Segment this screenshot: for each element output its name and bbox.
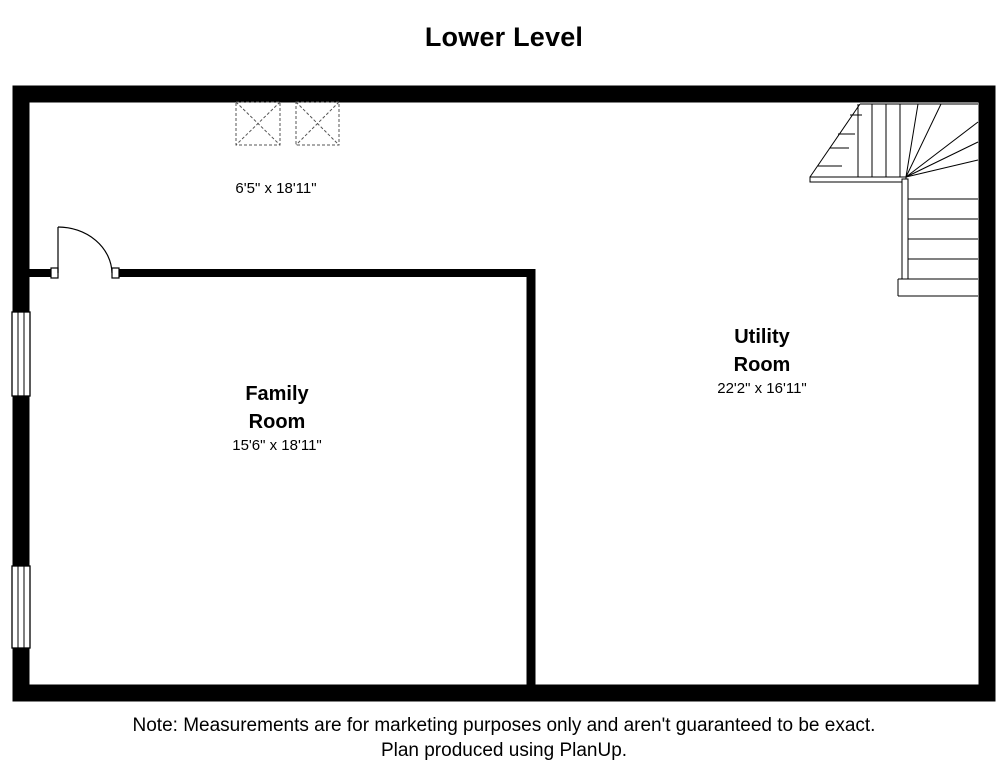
window-icon (12, 566, 30, 648)
room-name (682, 323, 842, 379)
room-name (197, 380, 357, 436)
door-icon (51, 227, 119, 278)
skylight-icon (236, 102, 280, 145)
plan-credit: Plan produced using PlanUp. (380, 740, 628, 761)
room-name-line: Room (733, 354, 791, 376)
room-dimensions: 6'5" x 18'11" (235, 180, 317, 197)
window-icon (12, 312, 30, 396)
plan-title: Lower Level (424, 22, 584, 52)
staircase-icon (810, 104, 978, 296)
room-dimensions: 22'2" x 16'11" (717, 380, 807, 397)
skylight-icon (296, 102, 339, 145)
outer-wall (21, 94, 987, 693)
room-dimensions: 15'6" x 18'11" (232, 437, 322, 454)
room-name-line: Family (245, 383, 309, 405)
room-name-line: Utility (734, 326, 790, 348)
disclaimer-note: Note: Measurements are for marketing purposes only and aren't guaranteed to be exact. (132, 715, 876, 736)
room-name-line: Room (248, 411, 306, 433)
